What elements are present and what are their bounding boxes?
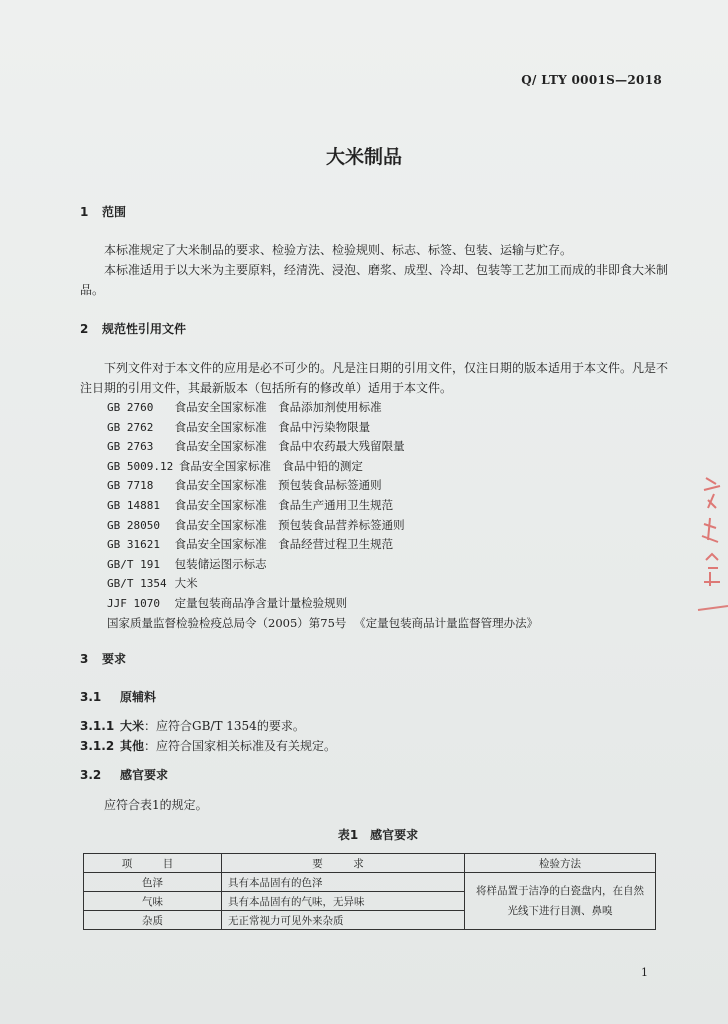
reference-code: JJF 1070	[107, 596, 160, 610]
table-reference-text: 应符合表1的规定。	[104, 798, 208, 812]
reference-title: 大米	[174, 576, 198, 591]
requirement-cell: 无正常视力可见外来杂质	[222, 911, 465, 930]
reference-code: GB 28050	[107, 518, 160, 532]
clause-label: 其他	[120, 739, 145, 753]
reference-item	[107, 516, 667, 536]
reference-list	[107, 398, 667, 633]
reference-title: 食品安全国家标准 食品经营过程卫生规范	[174, 537, 394, 552]
clause-3-1-1	[80, 717, 305, 734]
reference-code: GB 2760	[107, 401, 154, 414]
section-title: 规范性引用文件	[102, 322, 187, 336]
reference-title: 食品安全国家标准 食品生产通用卫生规范	[174, 497, 394, 512]
subsection-3-1-heading	[80, 688, 156, 705]
item-cell: 色泽	[84, 873, 222, 892]
reference-item	[107, 574, 667, 594]
clause-label: 大米	[120, 719, 145, 733]
table-caption: 表1 感官要求	[337, 828, 419, 842]
section-2-heading	[80, 320, 186, 337]
reference-code: GB 2762	[107, 420, 154, 434]
method-cell: 将样品置于洁净的白瓷盘内，在自然光线下进行目测、鼻嗅	[465, 873, 656, 930]
subsection-title: 原辅料	[120, 690, 157, 704]
reference-code: GB 2763	[107, 440, 154, 454]
table-row	[84, 873, 656, 892]
reference-item	[107, 437, 667, 457]
reference-title: 定量包装商品净含量计量检验规则	[174, 595, 348, 610]
reference-title: 食品安全国家标准 食品中农药最大残留限量	[174, 439, 405, 454]
clause-3-1-2	[80, 737, 336, 754]
clause-number: 3.1.1	[80, 719, 115, 733]
section-1-heading	[80, 203, 126, 220]
reference-title: 食品安全国家标准 食品中污染物限量	[174, 419, 371, 434]
reference-item	[107, 476, 667, 496]
section-3-heading	[80, 650, 126, 667]
reference-title: 食品安全国家标准 食品中铅的测定	[178, 458, 363, 473]
requirement-cell: 具有本品固有的气味，无异味	[222, 892, 465, 911]
red-seal-stamp-fragment	[692, 460, 728, 620]
reference-item	[107, 614, 667, 634]
reference-code: GB 14881	[107, 498, 160, 512]
column-header-requirement: 要 求	[222, 854, 465, 873]
reference-title: 食品安全国家标准 食品添加剂使用标准	[174, 400, 382, 414]
requirement-cell: 具有本品固有的色泽	[222, 873, 465, 892]
scope-paragraph-2: 本标准适用于以大米为主要原料，经清洗、浸泡、磨浆、成型、冷却、包装等工艺加工而成的非即食大米制品。	[80, 263, 669, 297]
subsection-number: 3.2	[80, 768, 102, 782]
reference-code: GB 31621	[107, 538, 160, 552]
table-header-row	[84, 854, 656, 873]
reference-code: GB 7718	[107, 479, 154, 493]
reference-code: GB 5009.12	[107, 459, 174, 473]
reference-item	[107, 398, 667, 418]
column-header-item: 项 目	[84, 854, 222, 873]
column-header-method: 检验方法	[465, 854, 656, 873]
clause-text: ：应符合国家相关标准及有关规定。	[144, 739, 337, 753]
clause-text: ：应符合GB/T 1354的要求。	[144, 719, 305, 733]
reference-title: 包装储运图示标志	[174, 556, 267, 571]
reference-item	[107, 418, 667, 438]
reference-title: 食品安全国家标准 预包装食品营养标签通则	[174, 517, 405, 532]
reference-item	[107, 496, 667, 516]
section-title: 要求	[102, 652, 127, 666]
subsection-title: 感官要求	[120, 768, 169, 782]
sensory-requirements-table	[83, 853, 656, 930]
reference-code: GB/T 191	[107, 557, 160, 571]
reference-title: 《定量包装商品计量监督管理办法》	[359, 615, 539, 630]
section-number: 1	[80, 205, 89, 219]
scope-paragraph-1: 本标准规定了大米制品的要求、检验方法、检验规则、标志、标签、包装、运输与贮存。	[104, 243, 573, 257]
references-intro: 下列文件对于本文件的应用是必不可少的。凡是注日期的引用文件，仅注日期的版本适用于本文件。凡是不注日期的引用文件，其最新版本（包括所有的修改单）适用于本文件。	[80, 361, 669, 395]
item-cell: 气味	[84, 892, 222, 911]
subsection-3-2-heading	[80, 766, 168, 783]
section-title: 范围	[102, 205, 127, 219]
document-title: 大米制品	[325, 146, 402, 168]
reference-code: GB/T 1354	[107, 577, 167, 591]
reference-item	[107, 594, 667, 614]
section-number: 2	[80, 322, 89, 336]
section-number: 3	[80, 652, 89, 666]
reference-item	[107, 555, 667, 575]
standard-code: Q/ LTY 0001S—2018	[521, 73, 662, 87]
reference-title: 食品安全国家标准 预包装食品标签通则	[174, 478, 382, 493]
page-number: 1	[641, 966, 648, 979]
item-cell: 杂质	[84, 911, 222, 930]
clause-number: 3.1.2	[80, 739, 115, 753]
reference-code: 国家质量监督检验检疫总局令（2005）第75号	[107, 615, 347, 630]
reference-item	[107, 535, 667, 555]
reference-item	[107, 457, 667, 477]
subsection-number: 3.1	[80, 690, 102, 704]
